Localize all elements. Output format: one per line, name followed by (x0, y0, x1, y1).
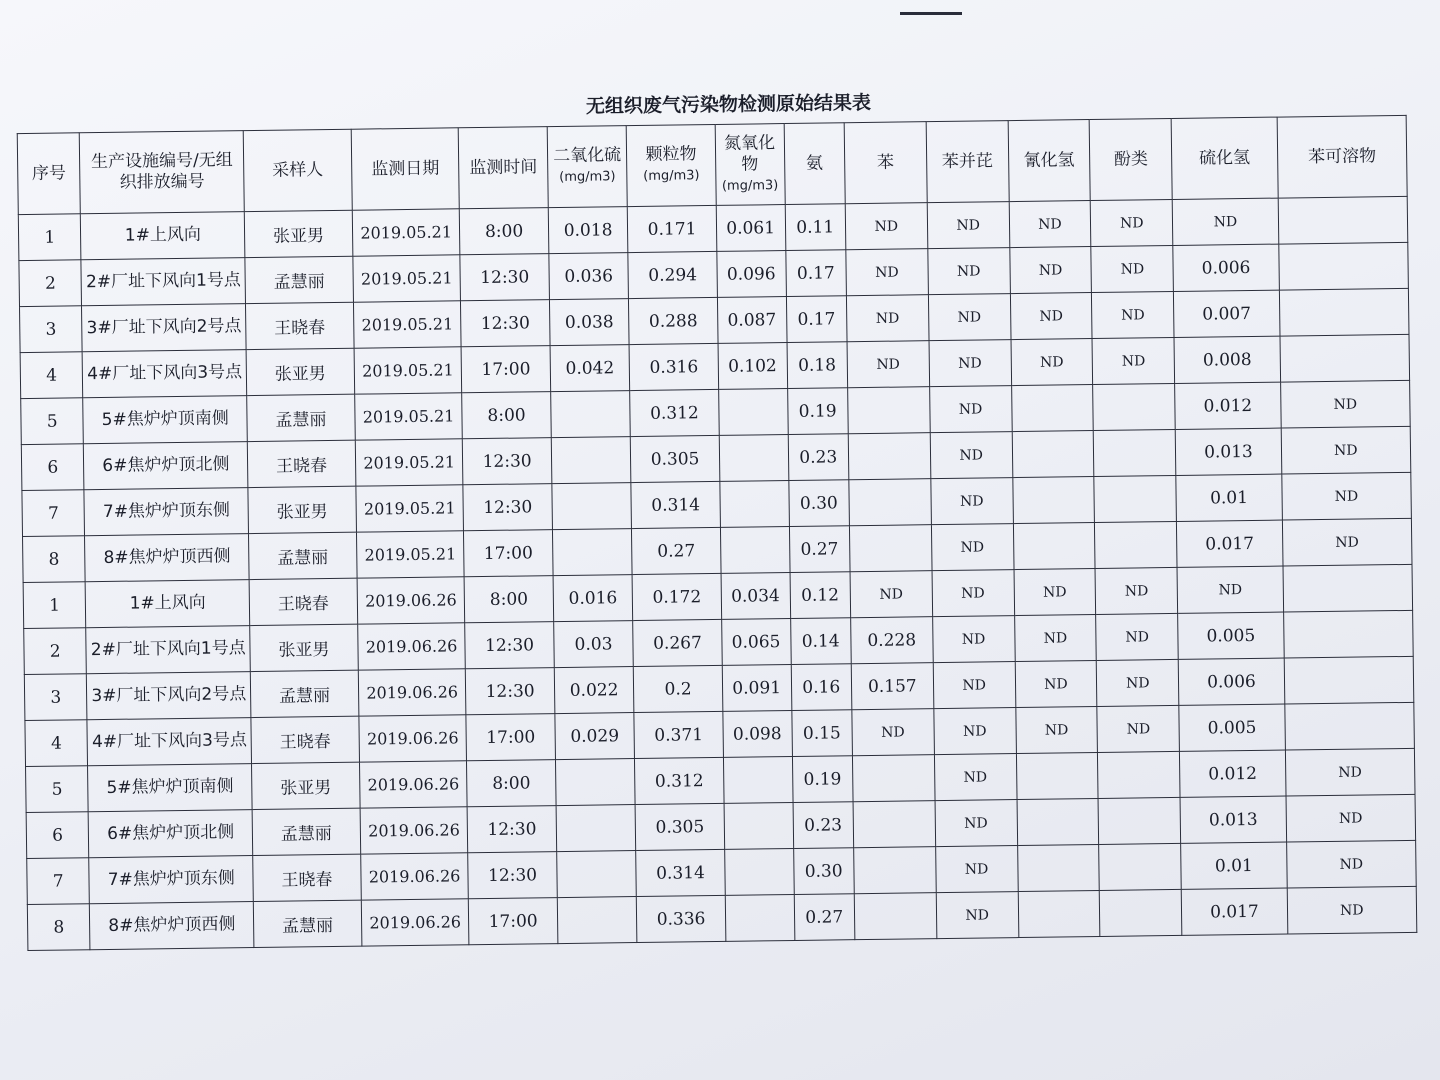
column-header (547, 126, 628, 208)
cell-ammonia: 0.23 (788, 434, 849, 481)
cell-sampler: 孟慧丽 (252, 808, 360, 855)
cell-hydrogen-cyanide (1012, 431, 1094, 478)
column-header-label: 二氧化硫 (552, 145, 622, 167)
cell-nox: 0.061 (716, 205, 786, 252)
cell-index: 6 (21, 444, 84, 491)
results-table (17, 115, 1418, 951)
column-header-label: 氮氧化物 (723, 132, 776, 175)
column-header (715, 124, 785, 206)
cell-facility: 8#焦炉炉顶西侧 (85, 534, 249, 582)
column-header-unit: (mg/m3) (721, 177, 779, 194)
cell-time: 17:00 (462, 346, 551, 393)
page-top-mark (900, 12, 962, 15)
cell-so2: 0.042 (550, 345, 630, 392)
cell-date: 2019.06.26 (358, 669, 466, 716)
cell-date: 2019.06.26 (359, 715, 467, 762)
cell-ammonia: 0.19 (787, 388, 848, 435)
cell-index: 7 (27, 858, 90, 905)
cell-facility: 6#焦炉炉顶北侧 (84, 442, 248, 490)
cell-benzopyrene: ND (935, 846, 1017, 893)
column-header (1277, 115, 1407, 198)
cell-benzopyrene: ND (930, 432, 1012, 479)
column-header-label: 苯并芘 (941, 150, 993, 172)
cell-facility: 5#焦炉炉顶南侧 (83, 396, 247, 444)
cell-phenols (1095, 521, 1177, 568)
cell-facility: 7#焦炉炉顶东侧 (84, 488, 248, 536)
cell-benzene (849, 525, 931, 572)
cell-index: 4 (20, 352, 83, 399)
cell-phenols: ND (1095, 567, 1177, 614)
cell-sampler: 王晓春 (251, 716, 359, 763)
cell-date: 2019.05.21 (354, 347, 462, 394)
cell-hydrogen-cyanide (1017, 844, 1099, 891)
column-header (1171, 117, 1278, 199)
cell-facility: 1#上风向 (81, 212, 245, 260)
cell-benzopyrene: ND (932, 616, 1014, 663)
cell-index: 2 (19, 260, 82, 307)
cell-hydrogen-sulfide: 0.012 (1180, 750, 1286, 797)
cell-hydrogen-cyanide (1018, 890, 1100, 937)
cell-phenols (1098, 797, 1180, 844)
cell-benzene-solubles (1283, 610, 1413, 658)
cell-hydrogen-sulfide: 0.01 (1181, 842, 1287, 889)
cell-hydrogen-cyanide: ND (1014, 569, 1096, 616)
cell-time: 8:00 (467, 760, 556, 807)
cell-benzene: ND (847, 341, 929, 388)
cell-phenols: ND (1096, 613, 1178, 660)
cell-so2: 0.016 (553, 575, 633, 622)
cell-sampler: 张亚男 (244, 210, 352, 257)
cell-particulate: 0.288 (629, 297, 718, 344)
cell-phenols: ND (1091, 199, 1173, 246)
cell-nox: 0.098 (723, 711, 793, 758)
cell-benzopyrene: ND (934, 754, 1016, 801)
cell-hydrogen-sulfide: 0.005 (1178, 612, 1284, 659)
cell-particulate: 0.171 (628, 205, 717, 252)
cell-particulate: 0.267 (633, 619, 722, 666)
cell-benzene: ND (850, 571, 932, 618)
cell-hydrogen-cyanide (1016, 752, 1098, 799)
cell-nox: 0.096 (717, 251, 787, 298)
column-header-label: 生产设施编号/无组织排放编号 (90, 150, 233, 193)
cell-hydrogen-sulfide: ND (1172, 198, 1278, 245)
cell-particulate: 0.312 (635, 757, 724, 804)
cell-benzene (848, 433, 930, 480)
cell-hydrogen-cyanide: ND (1015, 661, 1097, 708)
cell-so2: 0.036 (549, 253, 629, 300)
cell-phenols (1093, 383, 1175, 430)
cell-benzene-solubles (1278, 196, 1408, 244)
cell-benzopyrene: ND (934, 708, 1016, 755)
cell-sampler: 张亚男 (250, 624, 358, 671)
cell-facility: 2#厂址下风向1号点 (86, 626, 250, 674)
cell-date: 2019.06.26 (360, 853, 468, 900)
cell-time: 12:30 (466, 668, 555, 715)
cell-hydrogen-sulfide: 0.007 (1174, 290, 1280, 337)
column-header-label: 硫化氢 (1198, 147, 1251, 169)
cell-index: 5 (26, 766, 89, 813)
cell-particulate: 0.336 (637, 895, 726, 942)
cell-index: 5 (21, 398, 84, 445)
cell-index: 4 (25, 720, 88, 767)
cell-date: 2019.06.26 (361, 899, 469, 946)
cell-hydrogen-sulfide: 0.006 (1173, 244, 1279, 291)
cell-date: 2019.05.21 (354, 393, 462, 440)
cell-nox (723, 756, 793, 803)
cell-hydrogen-sulfide: ND (1177, 566, 1283, 613)
cell-sampler: 王晓春 (247, 440, 355, 487)
cell-benzene-solubles: ND (1280, 380, 1410, 428)
cell-nox (724, 802, 794, 849)
cell-benzene: ND (845, 203, 927, 250)
cell-so2: 0.038 (549, 299, 629, 346)
cell-benzene-solubles (1283, 564, 1413, 612)
cell-index: 6 (26, 812, 89, 859)
cell-phenols: ND (1092, 337, 1174, 384)
cell-ammonia: 0.17 (786, 296, 847, 343)
cell-sampler: 孟慧丽 (253, 900, 361, 947)
cell-phenols (1098, 751, 1180, 798)
cell-benzopyrene: ND (929, 340, 1011, 387)
cell-phenols (1100, 889, 1182, 936)
cell-nox: 0.102 (718, 343, 788, 390)
column-header (926, 121, 1009, 203)
cell-benzopyrene: ND (927, 202, 1009, 249)
cell-index: 1 (18, 214, 81, 261)
column-header (459, 127, 548, 209)
cell-so2 (555, 759, 635, 806)
cell-particulate: 0.27 (632, 527, 721, 574)
cell-particulate: 0.305 (635, 803, 724, 850)
column-header-label: 氨 (805, 153, 824, 174)
cell-sampler: 孟慧丽 (247, 394, 355, 441)
cell-benzene (848, 387, 930, 434)
cell-benzene-solubles: ND (1285, 748, 1415, 796)
column-header (1008, 120, 1091, 202)
cell-date: 2019.06.26 (357, 577, 465, 624)
cell-date: 2019.06.26 (359, 761, 467, 808)
cell-hydrogen-sulfide: 0.01 (1176, 474, 1282, 521)
cell-so2 (551, 437, 631, 484)
cell-ammonia: 0.19 (792, 756, 853, 803)
cell-nox (719, 435, 789, 482)
cell-ammonia: 0.18 (787, 342, 848, 389)
cell-sampler: 王晓春 (246, 302, 354, 349)
cell-benzene-solubles: ND (1287, 886, 1417, 934)
cell-benzene: ND (852, 709, 934, 756)
cell-so2 (557, 897, 637, 944)
cell-facility: 2#厂址下风向1号点 (81, 258, 245, 306)
cell-facility: 1#上风向 (86, 580, 250, 628)
cell-time: 17:00 (464, 530, 553, 577)
cell-time: 12:30 (461, 300, 550, 347)
column-header (627, 124, 716, 206)
cell-benzopyrene: ND (928, 248, 1010, 295)
cell-benzene-solubles: ND (1282, 472, 1412, 520)
cell-facility: 3#厂址下风向2号点 (87, 672, 251, 720)
column-header-label: 采样人 (272, 159, 324, 181)
cell-hydrogen-cyanide: ND (1009, 201, 1091, 248)
cell-date: 2019.05.21 (356, 485, 464, 532)
cell-benzene: ND (846, 295, 928, 342)
cell-time: 12:30 (463, 438, 552, 485)
cell-ammonia: 0.27 (789, 526, 850, 573)
cell-so2 (552, 483, 632, 530)
column-header (243, 129, 352, 211)
cell-time: 12:30 (465, 622, 554, 669)
table-body (18, 196, 1417, 950)
cell-index: 7 (22, 490, 85, 537)
cell-index: 1 (23, 582, 86, 629)
cell-index: 3 (20, 306, 83, 353)
cell-benzopyrene: ND (932, 570, 1014, 617)
cell-ammonia: 0.27 (794, 894, 855, 941)
cell-time: 17:00 (469, 898, 558, 945)
cell-benzene-solubles: ND (1281, 426, 1411, 474)
column-header-label: 监测日期 (371, 158, 440, 179)
cell-date: 2019.05.21 (353, 255, 461, 302)
cell-facility: 6#焦炉炉顶北侧 (89, 810, 253, 858)
cell-sampler: 张亚男 (248, 486, 356, 533)
column-header-label: 苯可溶物 (1307, 145, 1377, 167)
cell-benzopyrene: ND (935, 800, 1017, 847)
cell-benzene-solubles (1284, 656, 1414, 704)
cell-facility: 7#焦炉炉顶东侧 (89, 856, 253, 904)
column-header-label: 酚类 (1113, 148, 1149, 170)
cell-ammonia: 0.30 (793, 848, 854, 895)
cell-benzene (853, 801, 935, 848)
cell-so2 (556, 851, 636, 898)
document-sheet (8, 77, 1420, 985)
column-header-label: 氰化氢 (1023, 149, 1075, 171)
column-header (17, 133, 80, 215)
column-header-label: 监测时间 (469, 156, 538, 178)
cell-hydrogen-sulfide: 0.012 (1175, 382, 1281, 429)
cell-particulate: 0.312 (630, 389, 719, 436)
cell-benzene (852, 755, 934, 802)
cell-sampler: 王晓春 (253, 854, 361, 901)
cell-ammonia: 0.11 (785, 204, 846, 251)
cell-benzopyrene: ND (929, 386, 1011, 433)
cell-particulate: 0.314 (636, 849, 725, 896)
cell-benzene-solubles: ND (1286, 840, 1416, 888)
cell-benzene: 0.157 (851, 663, 933, 710)
cell-hydrogen-cyanide: ND (1014, 615, 1096, 662)
cell-hydrogen-cyanide (1012, 477, 1094, 524)
cell-benzene-solubles (1278, 242, 1408, 290)
cell-nox (720, 481, 790, 528)
column-header-unit: (mg/m3) (643, 168, 700, 184)
cell-particulate: 0.305 (631, 435, 720, 482)
cell-nox: 0.034 (721, 573, 791, 620)
cell-nox (724, 848, 794, 895)
column-header (784, 123, 845, 205)
cell-date: 2019.06.26 (357, 623, 465, 670)
cell-sampler: 张亚男 (252, 762, 360, 809)
column-header-label: 序号 (31, 162, 67, 184)
cell-hydrogen-cyanide: ND (1009, 247, 1091, 294)
cell-date: 2019.05.21 (356, 531, 464, 578)
column-header (351, 128, 460, 210)
cell-time: 17:00 (466, 714, 555, 761)
column-header-label: 颗粒物 (645, 144, 697, 165)
cell-benzene (849, 479, 931, 526)
cell-date: 2019.05.21 (352, 209, 460, 256)
cell-phenols (1094, 475, 1176, 522)
cell-facility: 8#焦炉炉顶西侧 (90, 902, 254, 950)
cell-particulate: 0.2 (634, 665, 723, 712)
cell-particulate: 0.294 (628, 251, 717, 298)
cell-ammonia: 0.16 (791, 664, 852, 711)
cell-benzene (854, 893, 936, 940)
cell-sampler: 孟慧丽 (245, 256, 353, 303)
cell-benzopyrene: ND (936, 892, 1018, 939)
cell-time: 8:00 (462, 392, 551, 439)
cell-hydrogen-sulfide: 0.013 (1180, 796, 1286, 843)
cell-particulate: 0.371 (634, 711, 723, 758)
cell-hydrogen-sulfide: 0.006 (1178, 658, 1284, 705)
cell-date: 2019.05.21 (353, 301, 461, 348)
cell-hydrogen-sulfide: 0.008 (1174, 336, 1280, 383)
cell-benzene-solubles (1279, 288, 1409, 336)
cell-nox: 0.065 (721, 619, 791, 666)
cell-index: 8 (27, 904, 90, 951)
cell-so2: 0.018 (548, 207, 628, 254)
cell-phenols (1094, 429, 1176, 476)
column-header-label: 苯 (876, 152, 895, 173)
cell-time: 8:00 (465, 576, 554, 623)
cell-ammonia: 0.30 (788, 480, 849, 527)
cell-hydrogen-sulfide: 0.013 (1175, 428, 1281, 475)
column-header-unit: (mg/m3) (559, 169, 616, 185)
cell-facility: 5#焦炉炉顶南侧 (88, 764, 252, 812)
cell-phenols: ND (1097, 705, 1179, 752)
cell-sampler: 王晓春 (249, 578, 357, 625)
column-header (844, 122, 927, 204)
cell-facility: 4#厂址下风向3号点 (87, 718, 251, 766)
cell-hydrogen-sulfide: 0.005 (1179, 704, 1285, 751)
cell-so2: 0.03 (553, 621, 633, 668)
cell-nox: 0.091 (722, 665, 792, 712)
cell-benzene-solubles: ND (1282, 518, 1412, 566)
cell-hydrogen-cyanide: ND (1011, 339, 1093, 386)
cell-hydrogen-cyanide (1011, 385, 1093, 432)
cell-facility: 3#厂址下风向2号点 (82, 304, 246, 352)
cell-index: 2 (24, 628, 87, 675)
cell-benzene-solubles (1280, 334, 1410, 382)
cell-sampler: 张亚男 (246, 348, 354, 395)
cell-ammonia: 0.14 (790, 618, 851, 665)
cell-benzene (854, 847, 936, 894)
cell-time: 8:00 (460, 208, 549, 255)
cell-particulate: 0.316 (629, 343, 718, 390)
cell-particulate: 0.314 (631, 481, 720, 528)
cell-hydrogen-cyanide: ND (1015, 706, 1097, 753)
document-title: 无组织废气污染物检测原始结果表 (585, 91, 872, 118)
cell-phenols: ND (1091, 245, 1173, 292)
cell-hydrogen-sulfide: 0.017 (1181, 888, 1287, 935)
cell-so2 (552, 529, 632, 576)
cell-benzopyrene: ND (931, 478, 1013, 525)
cell-nox (718, 389, 788, 436)
cell-date: 2019.05.21 (355, 439, 463, 486)
cell-time: 12:30 (468, 852, 557, 899)
column-header (80, 131, 245, 214)
cell-phenols: ND (1097, 659, 1179, 706)
cell-time: 12:30 (468, 806, 557, 853)
cell-hydrogen-cyanide (1017, 798, 1099, 845)
cell-benzopyrene: ND (933, 662, 1015, 709)
cell-ammonia: 0.23 (793, 802, 854, 849)
cell-ammonia: 0.17 (785, 250, 846, 297)
cell-so2 (550, 391, 630, 438)
cell-so2 (556, 805, 636, 852)
cell-ammonia: 0.15 (791, 710, 852, 757)
column-header (1090, 118, 1173, 200)
cell-sampler: 孟慧丽 (249, 532, 357, 579)
cell-ammonia: 0.12 (790, 572, 851, 619)
cell-nox (720, 527, 790, 574)
cell-nox (725, 894, 795, 941)
cell-benzene: 0.228 (851, 617, 933, 664)
cell-phenols (1099, 843, 1181, 890)
cell-benzene-solubles (1285, 702, 1415, 750)
cell-so2: 0.022 (554, 667, 634, 714)
cell-benzene: ND (846, 249, 928, 296)
cell-benzopyrene: ND (928, 294, 1010, 341)
cell-time: 12:30 (463, 484, 552, 531)
cell-index: 3 (24, 674, 87, 721)
cell-benzene-solubles: ND (1286, 794, 1416, 842)
cell-index: 8 (23, 536, 86, 583)
cell-particulate: 0.172 (632, 573, 721, 620)
cell-hydrogen-sulfide: 0.017 (1177, 520, 1283, 567)
cell-hydrogen-cyanide: ND (1010, 293, 1092, 340)
cell-facility: 4#厂址下风向3号点 (83, 350, 247, 398)
cell-so2: 0.029 (555, 713, 635, 760)
cell-hydrogen-cyanide (1013, 523, 1095, 570)
cell-sampler: 孟慧丽 (250, 670, 358, 717)
cell-time: 12:30 (460, 254, 549, 301)
cell-benzopyrene: ND (931, 524, 1013, 571)
cell-phenols: ND (1092, 291, 1174, 338)
cell-nox: 0.087 (717, 297, 787, 344)
cell-date: 2019.06.26 (360, 807, 468, 854)
